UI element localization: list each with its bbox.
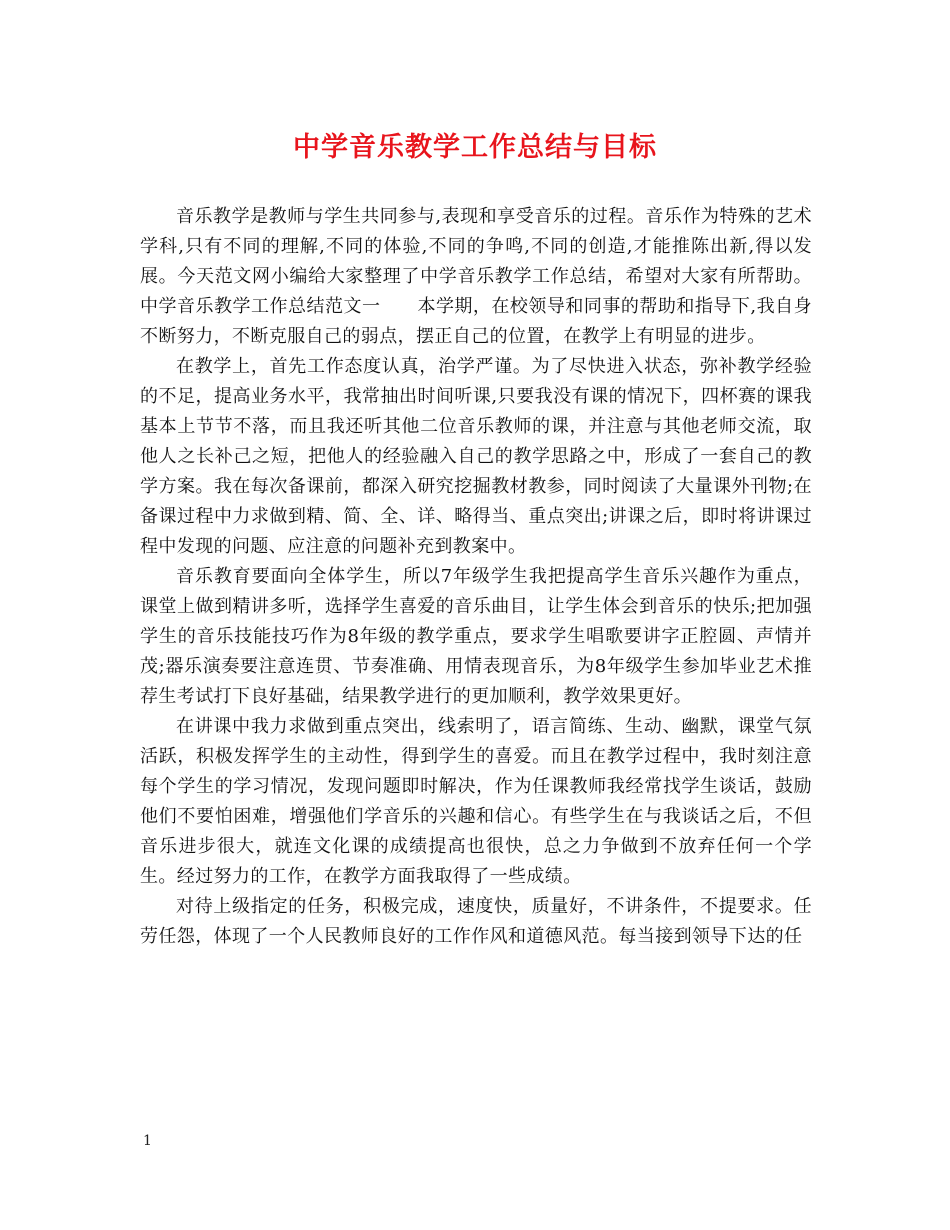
paragraph-music-education: 音乐教育要面向全体学生，所以7年级学生我把提高学生音乐兴趣作为重点，课堂上做到精讲多听，选择学生喜爱的音乐曲目，让学生体会到音乐的快乐;把加强学生的音乐技能技巧作为8年级的教学重点，要求学生唱歌要讲字正腔圆、声情并茂;器乐演奏要注意连贯、节奏准确、用情表现音乐，为8年级学生参加毕业艺术推荐生考试打下良好基础，结果教学进行的更加顺利，教学效果更好。 bbox=[140, 566, 812, 707]
paragraph-teaching-attitude: 在教学上，首先工作态度认真，治学严谨。为了尽快进入状态，弥补教学经验的不足，提高业务水平，我常抽出时间听课,只要我没有课的情况下，四杯赛的课我基本上节节不落，而且我还听其他二位音乐教师的课，并注意与其他老师交流，取他人之长补己之短，把他人的经验融入自己的教学思路之中，形成了一套自己的教学方案。我在每次备课前，都深入研究挖掘教材教参，同时阅读了大量课外刊物;在备课过程中力求做到精、简、全、详、略得当、重点突出;讲课之后，即时将讲课过程中发现的问题、应注意的问题补充到教案中。 bbox=[140, 356, 812, 557]
page-number: 1 bbox=[143, 1133, 152, 1149]
paragraph-intro: 音乐教学是教师与学生共同参与,表现和享受音乐的过程。音乐作为特殊的艺术学科,只有不同的理解,不同的体验,不同的争鸣,不同的创造,才能推陈出新,得以发展。今天范文网小编给大家整理了中学音乐教学工作总结，希望对大家有所帮助。中学音乐教学工作总结范文一 本学期，在校领导和同事的帮助和指导下,我自身不断努力，不断克服自己的弱点，摆正自己的位置，在教学上有明显的进步。 bbox=[140, 206, 812, 347]
document-body bbox=[140, 202, 812, 952]
paragraph-lecturing: 在讲课中我力求做到重点突出，线索明了，语言简练、生动、幽默，课堂气氛活跃，积极发挥学生的主动性，得到学生的喜爱。而且在教学过程中，我时刻注意每个学生的学习情况，发现问题即时解决，作为任课教师我经常找学生谈话，鼓励他们不要怕困难，增强他们学音乐的兴趣和信心。有些学生在与我谈话之后，不但音乐进步很大，就连文化课的成绩提高也很快，总之力争做到不放弃任何一个学生。经过努力的工作，在教学方面我取得了一些成绩。 bbox=[140, 716, 812, 887]
document-title: 中学音乐教学工作总结与目标 bbox=[293, 132, 657, 163]
paragraph-tasks: 对待上级指定的任务，积极完成，速度快，质量好，不讲条件，不提要求。任劳任怨，体现了一个人民教师良好的工作作风和道德风范。每当接到领导下达的任 bbox=[140, 896, 812, 947]
